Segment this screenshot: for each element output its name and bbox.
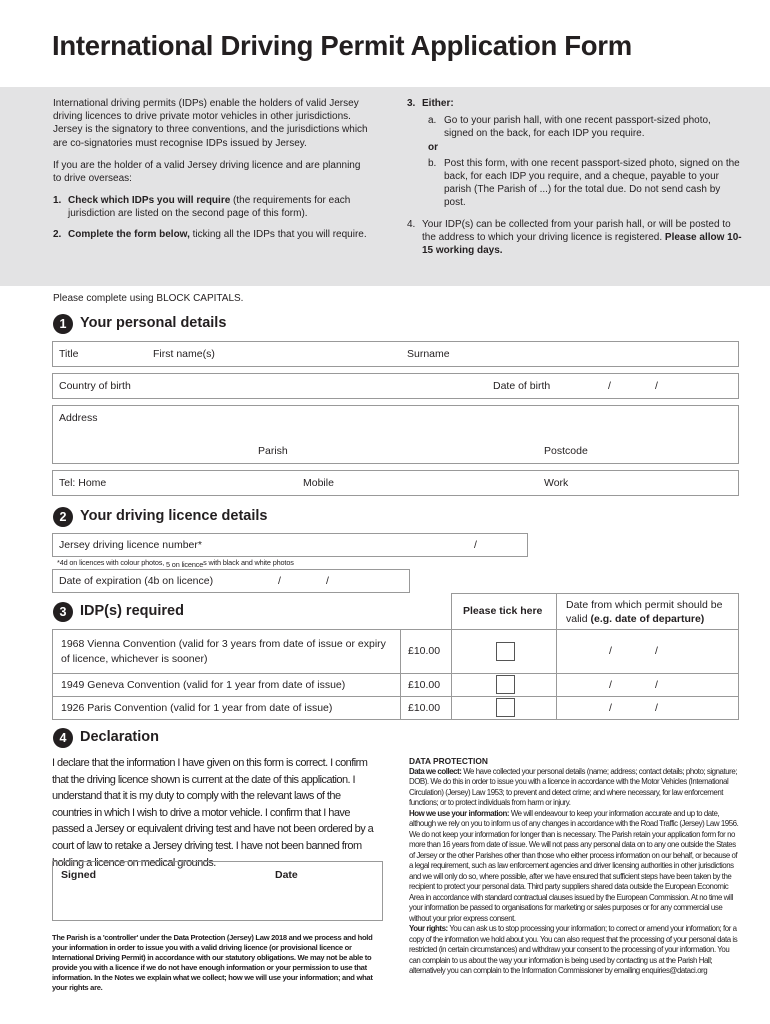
idp-tick-cell xyxy=(451,696,557,720)
expiry-slash-2: / xyxy=(326,575,329,587)
address-box[interactable] xyxy=(52,405,739,464)
idp-date-slash-1: / xyxy=(609,702,612,714)
title-label: Title xyxy=(59,348,79,360)
idp-price: £10.00 xyxy=(408,645,441,657)
idp-tick-cell xyxy=(451,629,557,674)
dob-slash-2: / xyxy=(655,380,658,392)
step-2-text: ticking all the IDPs that you will require. xyxy=(189,228,367,240)
phone-row[interactable] xyxy=(52,470,739,496)
step-3a xyxy=(422,114,742,140)
capitals-note: Please complete using BLOCK CAPITALS. xyxy=(53,293,244,304)
idp-label: 1968 Vienna Convention (valid for 3 years from date of issue or expiry of licence, whichever is sooner) xyxy=(61,638,386,665)
idp-label-cell xyxy=(52,629,401,674)
data-use-text: We will endeavour to keep your information accurate and up to date, although we rely on you to inform us of any changes in accordance with the Road Traffic (Jersey) Law 1956. We do not keep your information for longer than is necessary. The Parish retain your application form for no more than 16 years from date of issue. We will not pass any personal data on to any one outside the States of Jersey or the other Parishes other than those who either process information on our behalf, or because of a legal requirement, such as law enforcement agencies and driver licensing authorities in other jurisdictions and we will only do so, where possible, after we have ensured that sufficient steps have been taken by the recipient to protect your personal data. Third party suppliers shared data outside the European Economic Area in accordance with standard contractual clauses issued by the European Commission. At no time will your information be passed to organisations for marketing or sales purposes or for any commercial use without your prior express consent. xyxy=(409,808,739,923)
step-3-number: 3. xyxy=(407,98,416,109)
intro-left xyxy=(53,97,371,241)
work-label: Work xyxy=(544,477,569,489)
intro-right xyxy=(407,97,742,257)
step-4 xyxy=(407,218,742,258)
section-1-title: Your personal details xyxy=(80,315,227,331)
step-1 xyxy=(53,194,371,220)
step-4-emphasis: Please allow 10-15 working days. xyxy=(422,231,742,257)
idp-price-cell xyxy=(400,696,452,720)
expiry-date-field[interactable] xyxy=(52,569,410,593)
dob-slash-1: / xyxy=(608,380,611,392)
step-4-number: 4. xyxy=(407,218,416,230)
idp-price: £10.00 xyxy=(408,679,441,691)
section-3-badge: 3 xyxy=(53,602,73,622)
footnote-part-a: *4d on licences with colour photos, xyxy=(57,558,165,567)
address-label: Address xyxy=(59,412,98,424)
section-2-title: Your driving licence details xyxy=(80,508,268,524)
idp-date-slash-2: / xyxy=(655,679,658,691)
step-3-heading: Either: xyxy=(422,98,454,109)
idp-price-cell xyxy=(400,629,452,674)
step-3b xyxy=(422,157,742,210)
section-3-title: IDP(s) required xyxy=(80,603,184,619)
data-protection xyxy=(409,756,741,977)
idp-label-cell xyxy=(52,696,401,720)
idp-date-cell[interactable] xyxy=(556,629,739,674)
idp-label-cell xyxy=(52,673,401,697)
idp-date-cell[interactable] xyxy=(556,696,739,720)
date-column-emphasis: (e.g. date of departure) xyxy=(590,613,705,625)
idp-label: 1949 Geneva Convention (valid for 1 year from date of issue) xyxy=(61,679,346,691)
footnote-part-b: 5 on licence xyxy=(166,560,204,569)
idp-tick-checkbox[interactable] xyxy=(496,642,515,661)
intro-panel xyxy=(0,87,770,286)
date-column-header xyxy=(556,593,739,630)
data-rights-text: You can ask us to stop processing your information; to correct or amend your information; for a copy of the information we hold about you. You can also request that the processing of your personal data is restricted (in certain circumstances) and withdraw your consent to the processing of your information. You can complain to us about the way your information is being used by contacting us at the Parish Hall; alternatively you can complain to the Information Commissioner by emailing enquiries@dataci.org xyxy=(409,924,738,975)
idp-price-cell xyxy=(400,673,452,697)
intro-paragraph-2: If you are the holder of a valid Jersey driving licence and are planning to drive overseas: xyxy=(53,159,361,185)
section-4-badge: 4 xyxy=(53,728,73,748)
data-collect-text: We have collected your personal details (name; address; contact details; photo; signature; DOB). We do this in order to issue you with a licence in accordance with the Motor Vehicles (International Circulation) (Jersey) Law 1953; to prevent and detect crime; and where necessary, for law enforcement functions; or to protect individuals from harm or injury. xyxy=(409,766,738,807)
footnote-part-c: s with black and white photos xyxy=(203,558,294,567)
idp-date-slash-1: / xyxy=(609,679,612,691)
step-2 xyxy=(53,228,371,241)
data-protection-heading: DATA PROTECTION xyxy=(409,756,488,766)
licence-footnote xyxy=(57,558,294,567)
step-3b-letter: b. xyxy=(428,157,437,169)
tick-column-label: Please tick here xyxy=(463,605,543,617)
section-4-title: Declaration xyxy=(80,729,159,745)
parish-label: Parish xyxy=(258,445,288,457)
idp-tick-checkbox[interactable] xyxy=(496,675,515,694)
intro-paragraph-1: International driving permits (IDPs) enable the holders of valid Jersey driving licences to drive private motor vehicles in other jurisdictions. Jersey is the signatory to three conventions, and the jurisdictions which are co-signatories must recognise IDPs issued by Jersey. xyxy=(53,98,368,149)
section-2-badge: 2 xyxy=(53,507,73,527)
declaration-text: I declare that the information I have given on this form is correct. I confirm that the driving licence shown is current at the date of this application. I understand that it is my duty to comply with the relevant laws of the countries in which I wish to drive a motor vehicle. I confirm that I have passed a Jersey or equivalent driving test and have not been ordered by a court of law to retake a Jersey driving test. I have not been banned from holding a licence on medical grounds. xyxy=(52,757,374,869)
date-label: Date xyxy=(275,869,298,881)
data-use-label: How we use your information: xyxy=(409,808,510,818)
country-of-birth-label: Country of birth xyxy=(59,380,131,392)
step-1-text: (the requirements for each jurisdiction are listed on the second page of this form). xyxy=(68,195,351,220)
tick-column-header xyxy=(451,593,557,630)
idp-label: 1926 Paris Convention (valid for 1 year from date of issue) xyxy=(61,702,333,714)
idp-date-slash-1: / xyxy=(609,645,612,657)
date-column-label xyxy=(566,598,736,626)
idp-price: £10.00 xyxy=(408,702,441,714)
section-1-badge: 1 xyxy=(53,314,73,334)
tel-home-label: Tel: Home xyxy=(59,477,107,489)
first-name-label: First name(s) xyxy=(153,348,215,360)
expiry-label: Date of expiration (4b on licence) xyxy=(59,575,214,587)
step-4-text: Your IDP(s) can be collected from your parish hall, or will be posted to the address to which your driving licence is registered. xyxy=(422,218,731,243)
idp-date-cell[interactable] xyxy=(556,673,739,697)
date-of-birth-label: Date of birth xyxy=(493,380,551,392)
or-label: or xyxy=(428,141,438,153)
idp-date-slash-2: / xyxy=(655,702,658,714)
idp-date-slash-2: / xyxy=(655,645,658,657)
signed-label: Signed xyxy=(61,869,97,881)
date-column-text: Date from which permit should be valid xyxy=(566,599,723,625)
licence-number-label: Jersey driving licence number* xyxy=(59,539,202,551)
licence-number-field[interactable] xyxy=(52,533,528,557)
postcode-label: Postcode xyxy=(544,445,588,457)
data-rights-label: Your rights: xyxy=(409,924,448,933)
expiry-slash-1: / xyxy=(278,575,281,587)
step-3a-text: Go to your parish hall, with one recent passport-sized photo, signed on the back, for each IDP you require. xyxy=(444,115,711,140)
step-3a-letter: a. xyxy=(428,115,437,127)
controller-note: The Parish is a 'controller' under the Data Protection (Jersey) Law 2018 and we process and hold your information in order to issue you with a valid driving licence (or provisional licence or International Driving Permit) in accordance with our statutory obligations. We may not be able to provide you with a licence if we do not have enough information or your permission to use that information. In the Notes we explain what we collect; how we will use your information; and what your rights are. xyxy=(52,933,373,992)
name-row[interactable] xyxy=(52,341,739,367)
step-3b-text: Post this form, with one recent passport-sized photo, signed on the back, for each IDP you require, and a cheque, payable to your parish (The Parish of ...) for the total due. Do not send cash by post. xyxy=(444,157,740,209)
step-3 xyxy=(407,97,742,210)
step-1-heading: Check which IDPs you will require xyxy=(68,195,231,207)
birth-row[interactable] xyxy=(52,373,739,399)
page-title: International Driving Permit Application Form xyxy=(52,30,632,61)
step-2-number: 2. xyxy=(53,228,62,240)
signature-box[interactable] xyxy=(52,861,383,921)
step-1-number: 1. xyxy=(53,195,62,207)
mobile-label: Mobile xyxy=(303,477,334,489)
surname-label: Surname xyxy=(407,348,450,360)
data-collect-label: Data we collect: xyxy=(409,766,462,776)
step-2-heading: Complete the form below, xyxy=(68,228,190,240)
idp-tick-checkbox[interactable] xyxy=(496,698,515,717)
licence-number-slash: / xyxy=(474,539,477,551)
idp-tick-cell xyxy=(451,673,557,697)
